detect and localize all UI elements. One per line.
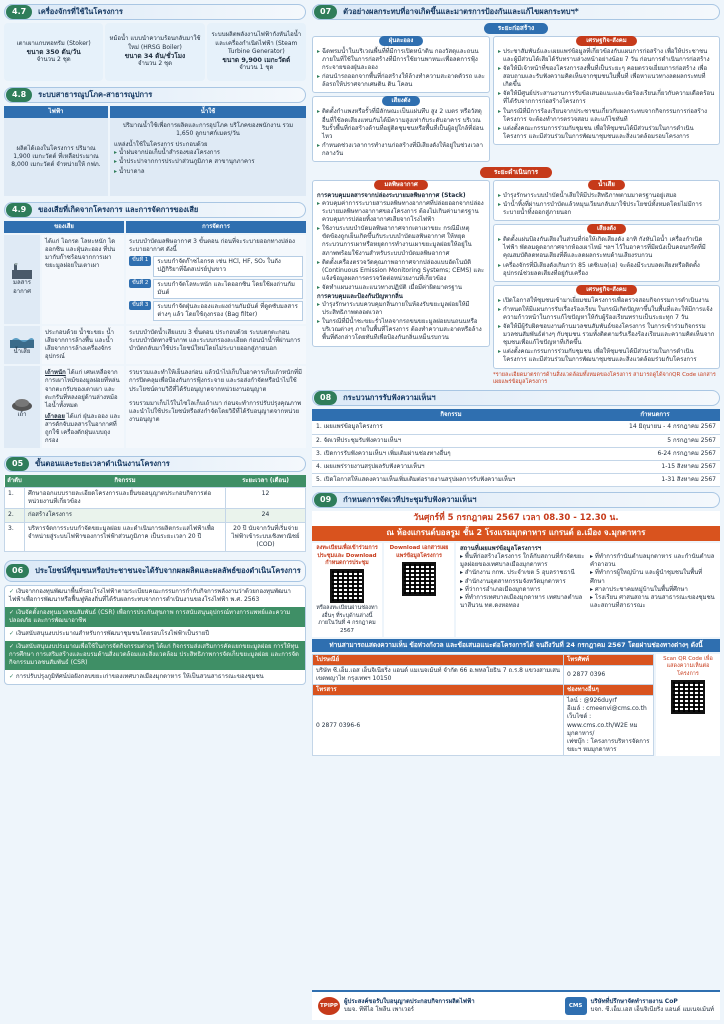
phone-number: 0 2877 0396 bbox=[564, 666, 654, 685]
waste-label: มลสาร อากาศ bbox=[13, 279, 31, 295]
measure-item: ▸ กำหนดช่วงเวลาการทำงานก่อสร้างที่มีเสียงดังให้อยู่ในช่วงเวลากลางวัน bbox=[317, 141, 483, 157]
noise-header: เสียงดัง bbox=[382, 96, 421, 106]
places-title: สถานที่เผยแพร่ข้อมูลโครงการฯ bbox=[460, 545, 542, 553]
operation-col-a bbox=[312, 180, 490, 387]
measures-note: *รายละเอียดมาตรการด้านสิ่งแวดล้อมทั้งหมดของโครงการ สามารถดูได้จากQR Code เอกสารเผยแพร่ข้อมูลโครงการ bbox=[493, 371, 716, 385]
machine-name: หม้อน้ำ แบบนำความร้อนกลับมาใช้ใหม่ (HRSG Boiler) bbox=[109, 35, 201, 51]
column-header: ระยะเวลา (เดือน) bbox=[226, 475, 306, 488]
operation-phase-title: ระยะดำเนินการ bbox=[312, 167, 720, 178]
table-row: 4. เผยแพร่รายงานสรุปผลรับฟังความเห็นฯ 1-15 สิงหาคม 2567 bbox=[312, 460, 720, 473]
subheading: การควบคุมมลสารจากปล่องระบายมลพิษอากาศ (Stack) bbox=[317, 191, 466, 199]
tpipp-logo-block bbox=[318, 997, 475, 1015]
dust-box bbox=[312, 36, 490, 94]
left-column bbox=[4, 4, 306, 685]
noise-box bbox=[312, 96, 490, 162]
measure-item: ▸ นำน้ำทิ้งที่ผ่านการบำบัดแล้วหมุนเวียนกลับมาใช้ประโยชน์ทั้งหมดโดยไม่มีการระบายน้ำทิ้งออกสู่ภายนอก bbox=[498, 200, 702, 217]
publication-places bbox=[456, 543, 720, 637]
list-item: ▸ ที่ว่าการอำเภอเมืองมุกดาหาร bbox=[460, 585, 541, 593]
phone-header: โทรศัพท์ bbox=[564, 654, 654, 665]
section-4-8-header bbox=[4, 87, 306, 103]
applicant-label: ผู้ประสงค์ขอรับใบอนุญาตประกอบกิจการผลิตไฟฟ้า bbox=[344, 997, 475, 1005]
section-number: 4.9 bbox=[6, 203, 32, 217]
document-qr-block bbox=[384, 543, 454, 637]
list-item: ▸ สำนักงาน กกพ. ประจำเขต 5 อุบลราชธานี bbox=[460, 569, 575, 577]
air-box bbox=[312, 180, 490, 347]
table-row: 1. เผยแพร่ข้อมูลโครงการ 14 มิถุนายน - 4 กรกฎาคม 2567 bbox=[312, 421, 720, 434]
column-header: กิจกรรม bbox=[25, 475, 226, 488]
check-icon: ✓ bbox=[9, 630, 15, 638]
meeting-details bbox=[312, 543, 720, 637]
table-row: 1. ศึกษาออกแบบรายละเอียดโครงการและยื่นขออนุญาตประกอบกิจการต่อหน่วยงานที่เกี่ยวข้อง 12 bbox=[5, 488, 306, 509]
meeting-location: ณ ห้องแกรนด์บอลรูม ชั้น 2 โรงแรมมุกดาหาร แกรนด์ อ.เมือง จ.มุกดาหาร bbox=[312, 526, 720, 541]
waste-label: น้ำเสีย bbox=[13, 348, 31, 356]
table-row: 2. จัดเวทีประชุมรับฟังความเห็นฯ 5 กรกฎาคม 2567 bbox=[312, 434, 720, 447]
section-title: เครื่องจักรที่ใช้ในโครงการ bbox=[38, 6, 123, 16]
hearing-process-table bbox=[312, 409, 720, 487]
water-box bbox=[493, 180, 720, 221]
waste-source: ประกอบด้วย น้ำชะขยะ น้ำเสียจากการล้างพื้น และน้ำเสียจากการล้างเครื่องจักรอุปกรณ์ bbox=[42, 326, 124, 364]
website-link[interactable]: เว็บไซต์ : www.cms.co.th/W2E หมมุกดาหาร/ bbox=[567, 713, 638, 737]
measure-item: ▸ จัดทำแผนงานและแนวทางปฏิบัติ เมื่อมีค่าผิดมาตรฐาน bbox=[317, 283, 463, 291]
section-title: กระบวนการรับฟังความเห็นฯ bbox=[343, 393, 436, 403]
section-06-header bbox=[4, 560, 306, 582]
operation-col-b bbox=[493, 180, 720, 387]
table-row: 2. ก่อสร้างโครงการ 24 bbox=[5, 509, 306, 522]
measure-item: ▸ บำรุงรักษาระบบบำบัดน้ำเสียให้มีประสิทธิภาพตามมาตรฐานอยู่เสมอ bbox=[498, 191, 677, 199]
water-body bbox=[110, 118, 306, 196]
measure-item: ▸ จัดให้มีผู้รับผิดชอบงานด้านมวลชนสัมพันธ์ของโครงการ ในการเข้าร่วมกิจกรรมมวลชนสัมพันธ์ต่างๆ กับชุมชน รวมทั้งติดตามรับเรื่องร้องเรียนและความคิดเห็นจากชุมชนเพื่อแก้ไขปัญหาที่เกิดขึ้น bbox=[498, 323, 715, 347]
scan-qr-block bbox=[656, 654, 720, 756]
waste-management bbox=[126, 235, 306, 324]
factory-icon bbox=[4, 235, 40, 324]
measure-item: ▸ บำรุงรักษาระบบควบคุมกลิ่นภายในห้องรับขยะมูลฝอยให้มีประสิทธิภาพตลอดเวลา bbox=[317, 301, 470, 317]
section-08-header bbox=[312, 390, 720, 406]
waste-table-header bbox=[4, 221, 306, 233]
column-header: ลำดับ bbox=[5, 475, 25, 488]
econ2-header: เศรษฐกิจ-สังคม bbox=[576, 285, 637, 295]
qr-label: ลงทะเบียนเพื่อเข้าร่วมการประชุมและ Download กำหนดการประชุม bbox=[316, 545, 378, 567]
line-id[interactable]: ไลน์ : @926duyrf bbox=[567, 697, 617, 705]
econ-header: เศรษฐกิจ-สังคม bbox=[576, 36, 637, 46]
table-row: 3. เปิดการรับฟังความเห็นฯ เพิ่มเติมผ่านช่องทางอื่นๆ 6-24 กรกฎาคม 2567 bbox=[312, 447, 720, 460]
section-number: 4.7 bbox=[6, 5, 32, 19]
treatment-stage: ขั้นที่ 2 ระบบกำจัดโลหะหนัก และไดออกซิน โดยใช้ผงถ่านกัมมันต์ bbox=[129, 279, 303, 299]
waste-label: เถ้า bbox=[17, 411, 27, 419]
power-body: ผลิตได้เองในโครงการ ปริมาณ 1,900 เมกะวัตต์ ที่เหลือประมาณ 8,000 เมกะวัตต์ จำหน่ายให้ กฟภ. bbox=[4, 118, 108, 196]
noise2-box bbox=[493, 224, 720, 282]
construction-impacts bbox=[312, 36, 720, 165]
measure-item: ▸ แต่งตั้งคณะกรรมการร่วมกับชุมชน เพื่อให้ชุมชนได้มีส่วนร่วมในการดำเนินโครงการ และมีส่วนร่วมในการพัฒนาชุมชนและสิ่งแวดล้อมร่วมกับโครงการ bbox=[498, 348, 697, 364]
noise2-header: เสียงดัง bbox=[587, 224, 626, 234]
list-item: ▸ ที่ทำการเทศบาลเมืองมุกดาหาร เทศบาลตำบลนาสีนวน ทต.ดงหอทอง bbox=[460, 593, 583, 609]
machine-capacity: ขนาด 34 ตัน/ชั่วโมง bbox=[124, 51, 186, 60]
section-05-header bbox=[4, 456, 306, 472]
list-item: ▸ ศาลาประชาคมหมู่บ้านในพื้นที่ศึกษา bbox=[590, 585, 688, 593]
benefit-item: ✓ เงินสนับสนุนงบประมาณสำหรับการพัฒนาชุมชนโดยรอบโรงไฟฟ้าเป็นรายปี bbox=[9, 630, 210, 638]
section-number: 07 bbox=[314, 5, 337, 19]
measure-item: ▸ เปิดโอกาสให้ชุมชนเข้ามาเยี่ยมชมโครงการเพื่อตรวจสอบกิจกรรมการดำเนินงาน bbox=[498, 296, 709, 304]
wastewater-icon bbox=[4, 326, 40, 364]
utilities bbox=[4, 106, 306, 196]
machine-capacity: ขนาด 9,900 เมกะวัตต์ bbox=[222, 55, 291, 64]
table-row: 5. เปิดโอกาสให้แสดงความเห็นเพิ่มเติมต่อรายงานสรุปผลการรับฟังความเห็นฯ 1-31 สิงหาคม 2567 bbox=[312, 473, 720, 486]
footer bbox=[312, 990, 720, 1020]
places-list bbox=[460, 553, 586, 610]
waste-col-header: ของเสีย bbox=[4, 221, 124, 233]
section-number: 05 bbox=[6, 457, 29, 471]
machine-capacity: ขนาด 350 ตัน/วัน bbox=[26, 47, 81, 56]
construction-phase-title: ระยะก่อสร้าง bbox=[312, 23, 720, 34]
machine-name: ระบบผลิตพลังงานไฟฟ้ากังหันไอน้ำ และเครื่องกำเนิดไฟฟ้า (Steam Turbine Generator) bbox=[211, 31, 302, 55]
section-title: ของเสียที่เกิดจากโครงการ และการจัดการของเสีย bbox=[38, 205, 199, 215]
benefit-item: ✓ เงินสนับสนุนงบประมาณเพื่อใช้ในการจัดกิจกรรมต่างๆ ได้แก่ กิจกรรมส่งเสริมการคัดแยกขยะมูลฝอย การให้ทุนการศึกษา การเสริมสร้างและอบรมด้านสิ่งแวดล้อมและสิ่งแวดล้อม ประสิทธิภาพการจัดเก็บขยะมูลฝอย และการจัดกิจกรรมมวลชนสัมพันธ์ (CSR) bbox=[5, 641, 305, 669]
places-list bbox=[590, 553, 716, 610]
consultant-label: บริษัทที่ปรึกษาจัดทำรายงาน CoP bbox=[590, 997, 678, 1005]
list-item: ▸ พื้นที่ก่อสร้างโครงการ ใกล้กับสถานที่กำจัดขยะมูลฝอยของเทศบาลเมืองมุกดาหาร bbox=[460, 553, 585, 569]
section-title: กำหนดการจัดเวทีประชุมรับฟังความเห็นฯ bbox=[343, 494, 477, 504]
right-column bbox=[312, 4, 720, 756]
measure-item: ▸ ก่อนนำรถออกจากพื้นที่ก่อสร้างให้ล้างทำความสะอาดตัวรถ และล้อรถให้ปราศจากเศษดิน ดิน โคลน bbox=[317, 73, 485, 89]
scan-label: Scan QR Code เพื่อแสดงความเห็นต่อโครงการ bbox=[663, 655, 713, 677]
benefit-item: ✓ เงินจัดตั้งกองทุนมวลชนสัมพันธ์ (CSR) เพื่อการประกันสุขภาพ การสนับสนุนอุปกรณ์ทางการแพทย์และความปลอดภัย และการพัฒนาอาชีพ bbox=[5, 607, 305, 627]
section-number: 09 bbox=[314, 493, 337, 507]
machines-list bbox=[4, 23, 306, 81]
benefit-item: ✓ เงินจากกองทุนพัฒนาพื้นที่รอบโรงไฟฟ้าตามระเบียบคณะกรรมการกำกับกิจการพลังงานว่าด้วยกองทุนพัฒนาไฟฟ้าเพื่อการพัฒนาหรือฟื้นฟูท้องถิ่นที่ได้รับผลกระทบจากการดำเนินงานของโรงไฟฟ้า พ.ศ. 2563 bbox=[9, 587, 291, 603]
fax-header: โทรสาร bbox=[313, 685, 564, 696]
machine-item bbox=[105, 23, 204, 81]
cms-logo-block bbox=[565, 997, 714, 1015]
contact-table bbox=[312, 654, 654, 756]
measure-item: ▸ ในกรณีที่มีการร้องเรียนจากประชาชนเกี่ยวกับผลกระทบจากกิจกรรมการก่อสร้างโครงการ จะต้องทำการตรวจสอบ และแก้ไขทันที bbox=[498, 107, 708, 123]
treatment-stage: ขั้นที่ 3 ระบบกำจัดฝุ่นละอองและผงถ่านกัมมันต์ ที่ดูดซับมลสารต่างๆ แล้ว โดยใช้ถุงกรอง (Bag filter) bbox=[129, 301, 303, 321]
machine-name: เตาเผาแกบทอทรัม (Stoker) bbox=[16, 39, 91, 47]
air-header: มลพิษอากาศ bbox=[374, 180, 427, 190]
measure-item: ▸ ติดตั้งแผ่นป้องกันเสียงในส่วนที่ก่อให้เกิดเสียงดัง อาทิ กังหันไอน้ำ เครื่องกำเนิดไฟฟ้า พัดลมดูดอากาศจากห้องเผาไหม้ ฯลฯ ไว้ในอาคารที่มีผนังเป็นคอนกรีตที่มีคุณสมบัติลดทอนเสียงที่ดีและลดผลกระทบด้านเสียงรบกวน bbox=[498, 236, 706, 260]
list-item: ▸ สำนักงานอุตสาหกรรมจังหวัดมุกดาหาร bbox=[460, 577, 566, 585]
water-source: ▸ น้ำฝนจากบ่อเก็บน้ำสำรองของโครงการ bbox=[114, 149, 221, 157]
tpipp-logo: TPIPP bbox=[318, 997, 340, 1015]
measure-item: ▸ จัดให้มีศูนย์ประสานงานการรับข้อเสนอแนะและข้อร้องเรียนเกี่ยวกับความเดือดร้อนที่ได้รับจากการก่อสร้างโครงการ bbox=[498, 90, 715, 106]
measure-item: ▸ กำหนดให้มีแผนการรับเรื่องร้องเรียน ในกรณีเกิดปัญหาขึ้นในพื้นที่และให้มีการแจ้งความก้าวหน้าในการแก้ไขปัญหาให้กับผู้ร้องเรียนทราบเป็นระยะทุก 7 วัน bbox=[498, 305, 713, 321]
section-title: ขั้นตอนและระยะเวลาดำเนินงานโครงการ bbox=[35, 459, 170, 469]
mail-address: บริษัท ซี.เอ็ม.เอส เอ็นจิเนียริ่ง แอนด์ แมเนจเม้นท์ จำกัด 66 อ.พหลโยธิน 7 ถ.ร.8 แขวงสามเสน เขตพญาไท กรุงเทพฯ 10150 bbox=[313, 666, 564, 685]
measure-item: ▸ ฉีดพรมน้ำในบริเวณพื้นที่ที่มีการเปิดหน้าดิน กองวัสดุและถนนภายในที่ใช้ในการก่อสร้างที่มีการใช้ยานพาหนะเพื่อลดการฟุ้งกระจายของฝุ่นละออง bbox=[317, 47, 479, 72]
fax-number: 0 2877 0396-6 bbox=[313, 696, 564, 756]
list-item: ▸ โรงเรียน ศาสนสถาน สวนสาธารณะของชุมชน และสถานที่สาธารณะ bbox=[590, 593, 715, 609]
waste-management: รวบรวมและทำให้เย็นลงก่อน แล้วนำไปเก็บในอาคารเก็บเถ้าหนักที่มีการปิดคลุมเพื่อป้องกันการฟุ้งกระจาย และรอส่งกำจัดหรือนำไปใช้ประโยชน์ตามวิธีที่ได้รับอนุญาตจากหน่วยงานอนุญาต รวบรวมมาเก็บไว้ในไซโลเก็บเถ้าเบา ก่อนจะทำการปรับปรุงคุณภาพและนำไปใช้ประโยชน์หรือส่งกำจัดโดยวิธีที่ได้รับอนุญาตจากหน่วยงานอนุญาต bbox=[126, 366, 306, 448]
qr-label: Download เอกสารเผยแพร่ข้อมูลโครงการ bbox=[389, 545, 449, 559]
water-header: น้ำเสีย bbox=[588, 180, 625, 190]
construction-col-b bbox=[493, 36, 720, 165]
measure-item: ▸ ควบคุมค่าการระบายสารมลพิษทางอากาศที่ปล่อยออกจากปล่องระบายมลพิษทางอากาศของโครงการ ต้องไม่เกินค่ามาตรฐานควบคุมการปล่อยทิ้งอากาศเสียจากโรงไฟฟ้า bbox=[317, 199, 484, 224]
waste-row-air bbox=[4, 235, 306, 324]
contact-strip: ท่านสามารถแสดงความเห็น ข้อห่วงกังวล และข้อเสนอแนะต่อโครงการได้ จนถึงวันที่ 24 กรกฎาคม 2567 โดยผ่านช่องทางต่างๆ ดังนี้ bbox=[312, 639, 720, 652]
measure-item: ▸ จัดให้มีเจ้าหน้าที่ของโครงการลงพื้นที่เป็นระยะๆ คอยตรวจเยี่ยมการก่อสร้าง เพื่อสอบถามและรับฟังความคิดเห็นจากชุมชนในพื้นที่ เพื่อหาแนวทางลดผลกระทบที่เกิดขึ้น bbox=[498, 65, 708, 89]
measure-item: ▸ ในกรณีที่มีน้ำชะขยะรั่วไหลจากรถขนขยะมูลฝอยบนถนนหรือบริเวณต่างๆ ภายในพื้นที่โครงการ ต้องทำความสะอาดหรือล้างพื้นที่ดังกล่าวโดยทันทีเพื่อป้องกันกลิ่นเหม็นรบกวน bbox=[317, 318, 482, 342]
email-address[interactable]: อีเมล์ : cmeenvi@cms.co.th bbox=[567, 705, 647, 713]
machine-item bbox=[4, 23, 103, 81]
treatment-stage: ขั้นที่ 1 ระบบกำจัดก๊าซไอกรด เช่น HCl, HF, SO₂ ในถังปฏิกิริยาที่ฉีดสเปรย์ปูนขาว bbox=[129, 256, 303, 276]
meeting-date: วันศุกร์ที่ 5 กรกฎาคม 2567 เวลา 08.30 - 12.30 น. bbox=[312, 511, 720, 526]
management-col-header: การจัดการ bbox=[126, 221, 306, 233]
cms-logo: CMS bbox=[565, 997, 587, 1015]
section-title: ตัวอย่างผลกระทบที่อาจเกิดขึ้นและมาตรการป้องกันและแก้ไขผลกระทบฯ* bbox=[343, 6, 579, 16]
section-07-header bbox=[312, 4, 720, 20]
waste-row-ash bbox=[4, 366, 306, 448]
waste-source: ได้แก่ ไอกรด โลหะหนัก ไดออกซิน และฝุ่นละออง ที่ปนมากับก๊าซร้อนจากการเผาขยะมูลฝอยในเตาเผา bbox=[42, 235, 124, 324]
section-4-9-header bbox=[4, 202, 306, 218]
waste-row-water bbox=[4, 326, 306, 364]
list-item: ▸ ที่ทำการผู้ใหญ่บ้าน และผู้นำชุมชนในพื้นที่ศึกษา bbox=[590, 569, 703, 585]
ash-icon bbox=[4, 366, 40, 448]
water-sources-title: แหล่งน้ำใช้ในโครงการ ประกอบด้วย bbox=[114, 141, 208, 149]
dust-header: ฝุ่นละออง bbox=[379, 36, 424, 46]
measure-item: ▸ ใช้งานระบบบำบัดมลพิษอากาศจากเตาเผาขยะ กรณีมีเหตุขัดข้องถูกเย็นเกิดขึ้นกับระบบบำบัดมลพิษอากาศ ให้หยุดกระบวนการเผาหรือหยุดการทำงานเผาขยะมูลฝอยให้อยู่ในสภาพพร้อมใช้งานสำหรับระบบบำบัดมลพิษอากาศ bbox=[317, 225, 472, 257]
construction-col-a bbox=[312, 36, 490, 165]
section-title: ประโยชน์ที่ชุมชนหรือประชาชนจะได้รับจากผลผลิตและผลลัพธ์ของดำเนินโครงการ bbox=[35, 565, 301, 575]
power-card bbox=[4, 106, 108, 196]
facebook-link[interactable]: เฟซบุ๊ก : โครงการบริหารจัดการขยะฯ หมมุกดาหาร bbox=[567, 737, 650, 753]
section-09-header bbox=[312, 492, 720, 508]
machine-qty: จำนวน 2 ชุด bbox=[137, 60, 173, 68]
check-icon: ✓ bbox=[9, 609, 15, 616]
consultant-name: บจก. ซี.เอ็ม.เอส เอ็นจิเนียริ่ง แอนด์ แมเนจเม้นท์ bbox=[590, 1006, 714, 1013]
machine-item bbox=[207, 23, 306, 81]
qr-code-icon[interactable] bbox=[330, 569, 364, 603]
water-source: ▸ น้ำบาดาล bbox=[114, 167, 145, 175]
water-header: น้ำใช้ bbox=[110, 106, 306, 118]
section-title: ระบบสาธารณูปโภค-สาธารณูปการ bbox=[38, 89, 153, 99]
measure-item: ▸ ติดตั้งกำแพงหรือรั้วที่มีลักษณะเป็นแผ่นทึบ สูง 2 เมตร หรือวัสดุอื่นที่ใช้ลดเสียงแทนกันได้มีความสูงเท่ากับระดับอาคาร บริเวณริมรั้วพื้นที่ก่อสร้างด้านที่อยู่ติดชุมชนหรือพื้นที่เป็นผู้อยู่ใกล้ที่อ่อนไหว bbox=[317, 108, 484, 140]
qr-code-icon[interactable] bbox=[671, 680, 705, 714]
registration-note: หรือลงทะเบียนผ่านช่องทางอื่นๆ ที่ระบุด้านล่างนี้ ภายในวันที่ 4 กรกฎาคม 2567 bbox=[316, 605, 378, 634]
online-header: ช่องทางอื่นๆ bbox=[564, 685, 654, 696]
registration-qr-block bbox=[312, 543, 382, 637]
table-row: 3. บริหารจัดการระบบกำจัดขยะมูลฝอย และดำเนินการผลิตกระแสไฟฟ้าเพื่อจำหน่ายสู่ระบบไฟฟ้าของการไฟฟ้าส่วนภูมิภาค เป็นระยะเวลา 20 ปี 20 ปี นับจากวันที่เริ่มจ่ายไฟฟ้าเข้าระบบเชิงพาณิชย์ (COD) bbox=[5, 522, 306, 551]
econ-box bbox=[493, 36, 720, 145]
applicant-name: บมจ. ทีพีไอ โพลีน เพาเวอร์ bbox=[344, 1006, 415, 1013]
econ2-box bbox=[493, 285, 720, 369]
operation-impacts bbox=[312, 180, 720, 387]
section-number: 08 bbox=[314, 391, 337, 405]
measure-item: ▸ ติดตั้งเครื่องตรวจวัดคุณภาพอากาศจากปล่องแบบอัตโนมัติ (Continuous Emission Monitoring Systems; CEMS) และแจ้งข้อมูลผลการตรวจวัดต่อหน่วยงานที่เกี่ยวข้อง bbox=[317, 258, 485, 282]
measure-item: ▸ แต่งตั้งคณะกรรมการร่วมกับชุมชน เพื่อให้ชุมชนได้มีส่วนร่วมในการดำเนินโครงการ และมีส่วนร่วมในการพัฒนาชุมชนและสิ่งแวดล้อมรอบโครงการ bbox=[498, 124, 694, 140]
table-header-row bbox=[5, 475, 306, 488]
check-icon: ✓ bbox=[9, 672, 15, 680]
qr-code-icon[interactable] bbox=[402, 562, 436, 596]
measure-item: ▸ ประชาสัมพันธ์และเผยแพร่ข้อมูลที่เกี่ยวข้องกับแผนการก่อสร้าง เพื่อให้ประชาชนและผู้มีส่วนได้เสียได้รับทราบล่วงหน้าอย่างน้อย 7 วัน ก่อนการดำเนินการก่อสร้าง bbox=[498, 47, 710, 63]
benefits-list bbox=[4, 585, 306, 685]
machine-qty: จำนวน 2 ชุด bbox=[36, 56, 71, 64]
machine-qty: จำนวน 1 ชุด bbox=[239, 64, 274, 72]
water-card bbox=[110, 106, 306, 196]
list-item: ▸ ที่ทำการกำนันตำบลมุกดาหาร และกำนันตำบลคำอาฮวน bbox=[590, 553, 715, 569]
measure-item: ▸ เครื่องจักรที่มีเสียงดังเกินกว่า 85 เดซิเบล(เอ) จะต้องมีระบบลดเสียงหรือติดตั้งอุปกรณ์ช่วยลดเสียงที่อยู่กับเครื่อง bbox=[498, 261, 700, 277]
check-icon: ✓ bbox=[9, 587, 15, 595]
timeline-table bbox=[4, 475, 306, 552]
check-icon: ✓ bbox=[9, 643, 15, 651]
water-intro: ปริมาณน้ำใช้เพื่อการผลิตและการอุปโภค บริโภคของพนักงาน รวม 1,650 ลูกบาศก์เมตร/วัน bbox=[122, 122, 294, 138]
water-source: ▸ น้ำประปาจากการประปาส่วนภูมิภาค สาขานุกภาคาร bbox=[114, 158, 255, 166]
section-number: 06 bbox=[6, 564, 29, 578]
waste-management: ระบบบำบัดน้ำเสียแบบ 3 ขั้นตอน ประกอบด้วย ระบบตกตะกอน ระบบบำบัดทางชีวภาพ และระบบกรองละเอียด ก่อนนำน้ำที่ผ่านการบำบัดกลับมาใช้ประโยชน์ใหม่โดยไม่ระบายออกสู่ภายนอก bbox=[126, 326, 306, 364]
benefit-item: ✓ การปรับปรุงภูมิทัศน์บ่อฝังกลบขยะเก่าของเทศบาลเมืองมุกดาหาร ให้เป็นสวนสาธารณะของชุมชน bbox=[9, 672, 264, 680]
management-intro: ระบบบำบัดมลพิษอากาศ 3 ขั้นตอน ก่อนที่จะระบายออกทางปล่องระบายอากาศ ดังนี้ bbox=[129, 238, 295, 254]
table-header-row: กิจกรรม กำหนดการ bbox=[312, 409, 720, 421]
waste-source: เถ้าหนัก ได้แก่ เศษเหลือจากการเผาไหม้ของมูลฝอยที่หล่นจากตะกรับของเตาเผา และตะกรันที่หลงอยู่ด้านล่างหม้อไอน้ำทั้งหมด เถ้าลอย ได้แก่ ฝุ่นละออง และสารดักจับมลสารในอากาศที่ถูกใช้ เครื่องดักฝุ่นแบบถุงกรอง bbox=[42, 366, 124, 448]
section-number: 4.8 bbox=[6, 88, 32, 102]
subheading: การควบคุมและป้องกันปัญหากลิ่น bbox=[317, 292, 403, 300]
contact-area bbox=[312, 654, 720, 756]
mail-header: ไปรษณีย์ bbox=[313, 654, 564, 665]
power-header: ไฟฟ้า bbox=[4, 106, 108, 118]
section-4-7-header bbox=[4, 4, 306, 20]
